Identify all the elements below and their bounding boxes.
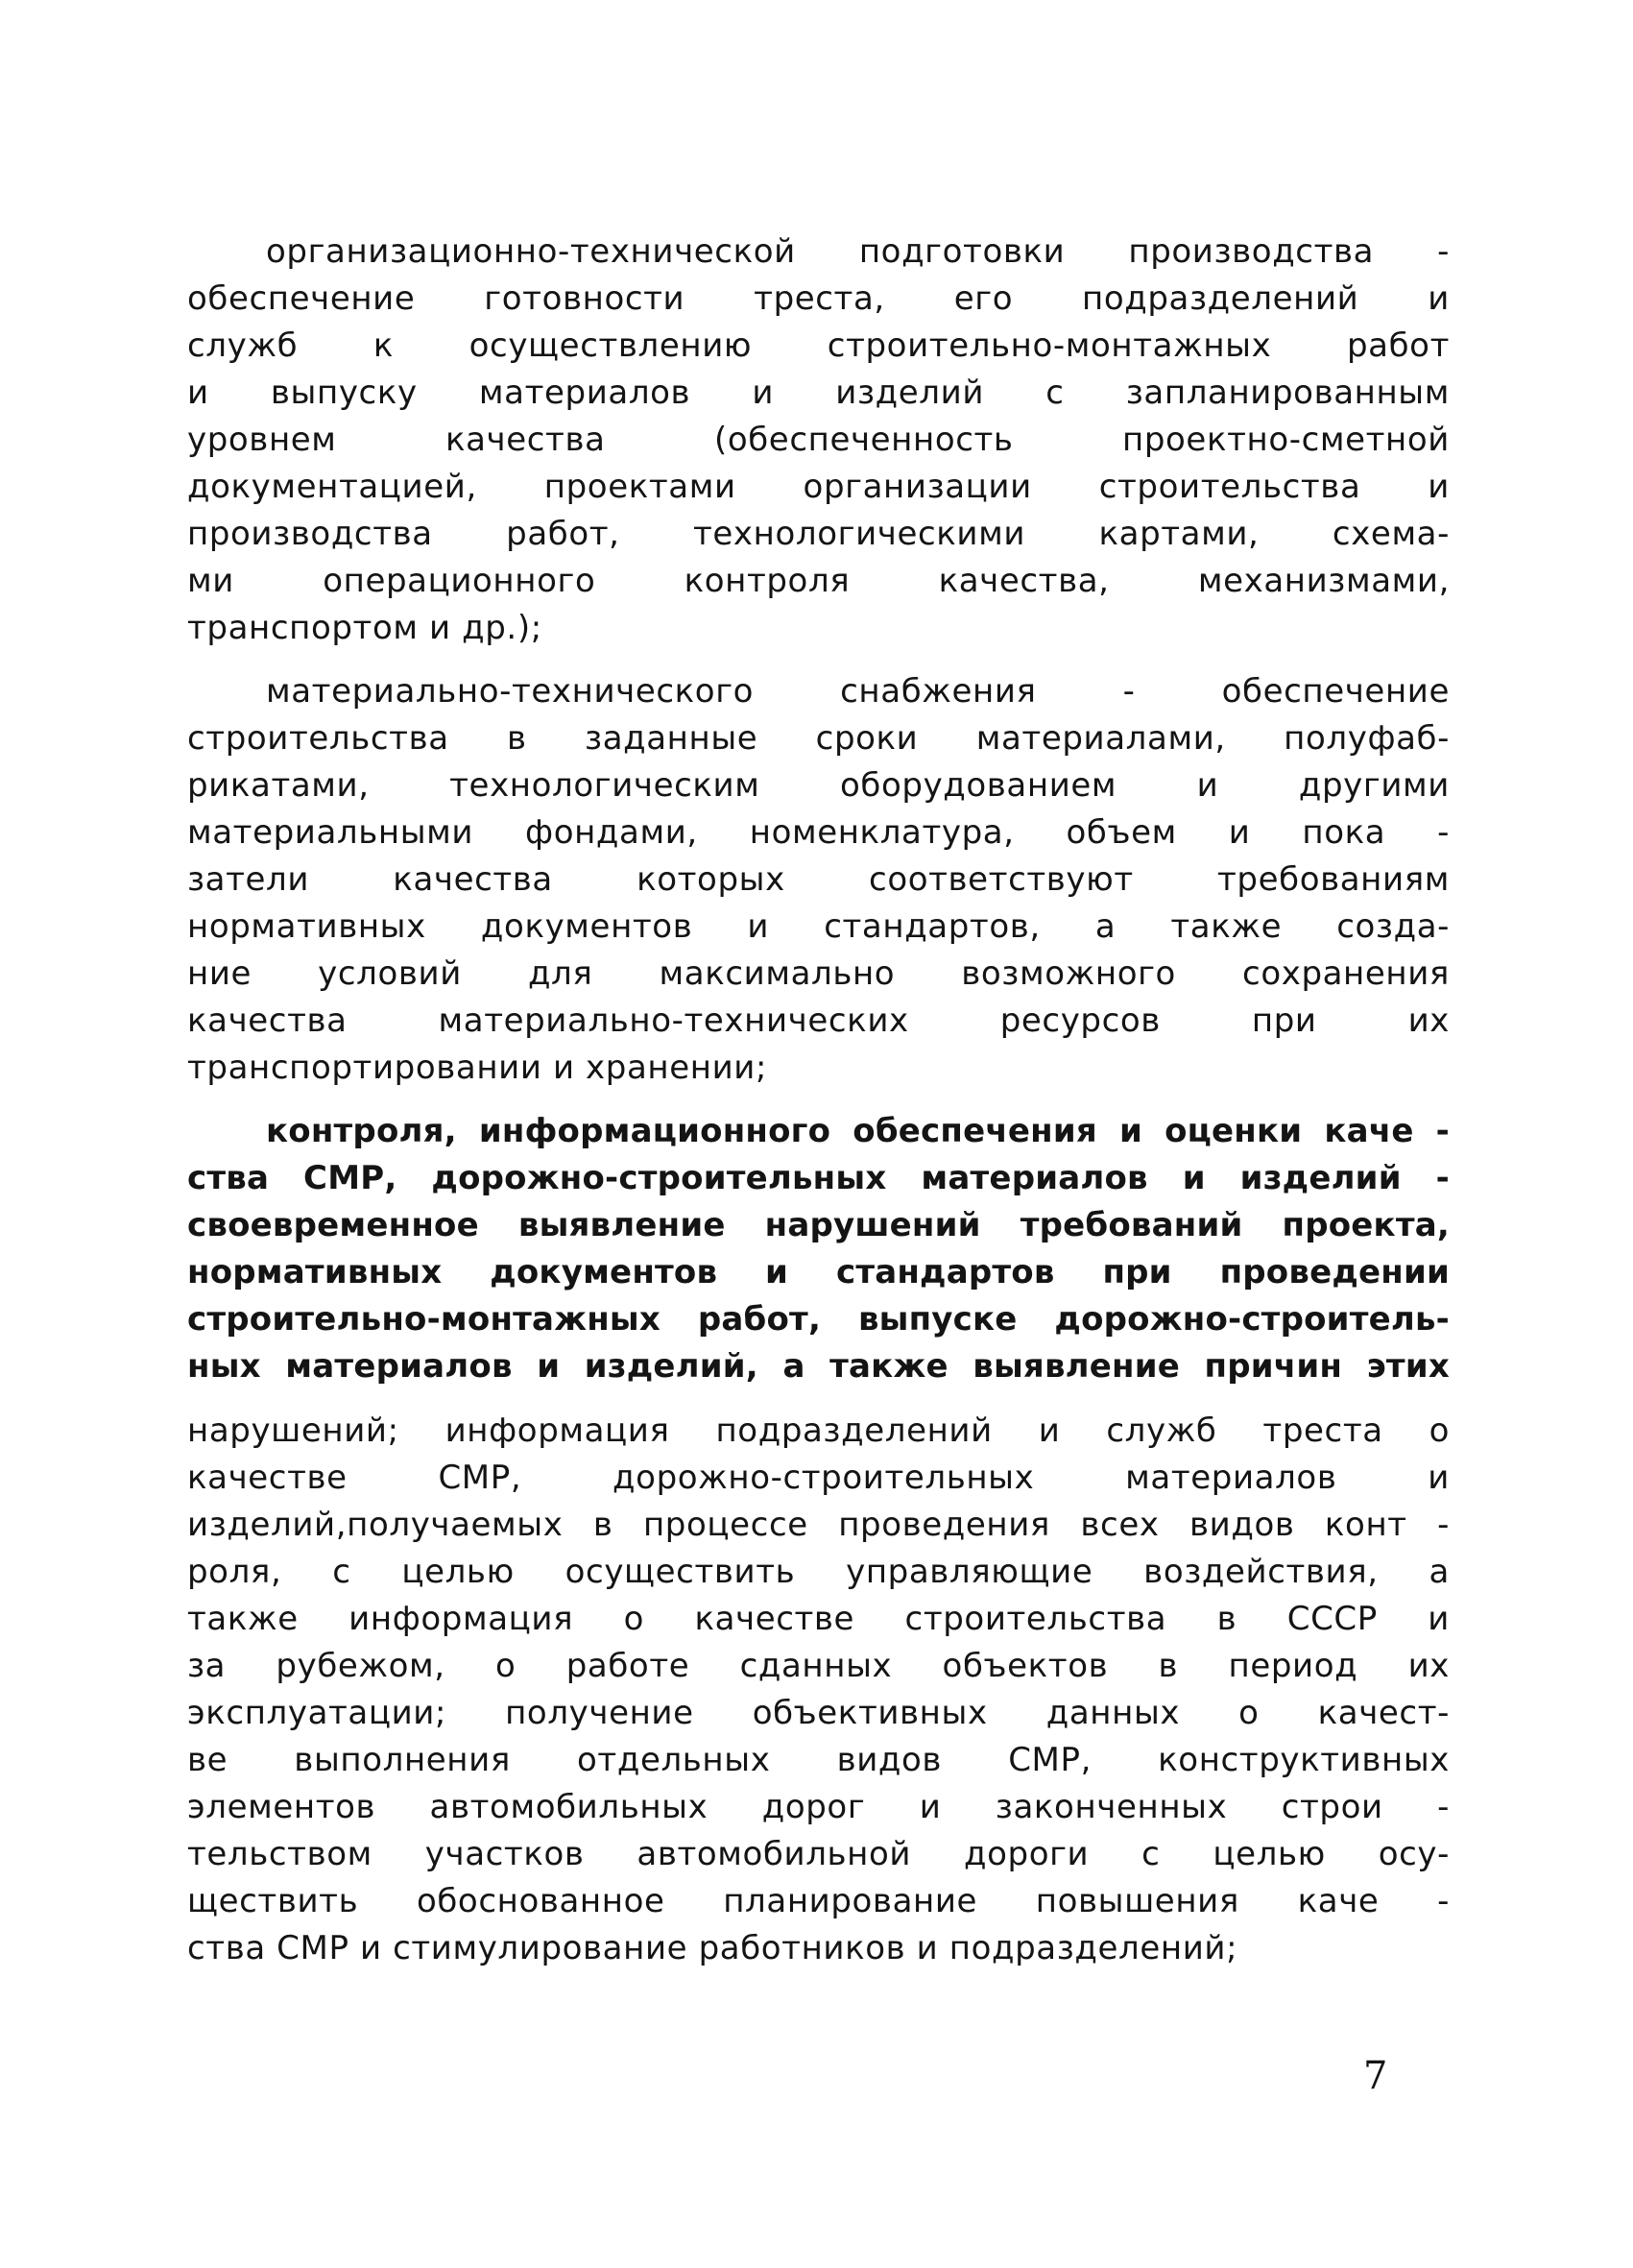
text-line: ние условий для максимально возможного сохранения — [187, 954, 1450, 993]
text-line: своевременное выявление нарушений требований проекта, — [187, 1206, 1450, 1244]
text-line: также информация о качестве строительства в СССР и — [187, 1600, 1450, 1638]
text-line: уровнем качества (обеспеченность проектно-сметной — [187, 421, 1450, 459]
text-line: контроля, информационного обеспечения и оценки каче - — [266, 1112, 1450, 1150]
text-line: эксплуатации; получение объективных данных о качест- — [187, 1694, 1450, 1732]
text-line: транспортом и др.); — [187, 609, 542, 647]
text-line: обеспечение готовности треста, его подразделений и — [187, 279, 1450, 318]
text-line: элементов автомобильных дорог и законченных строи - — [187, 1788, 1450, 1826]
text-line: транспортировании и хранении; — [187, 1049, 768, 1087]
text-line: строительства в заданные сроки материалами, полуфаб- — [187, 719, 1450, 758]
page-number: 7 — [1363, 2054, 1388, 2098]
text-line: ми операционного контроля качества, механизмами, — [187, 562, 1450, 600]
text-line: качестве СМР, дорожно-строительных материалов и — [187, 1459, 1450, 1497]
paragraph-quality-control-bold — [187, 1108, 1450, 1390]
text-line: и выпуску материалов и изделий с запланированным — [187, 374, 1450, 412]
text-line: качества материально-технических ресурсов при их — [187, 1001, 1450, 1040]
text-line: ве выполнения отдельных видов СМР, конструктивных — [187, 1741, 1450, 1779]
text-line: организационно-технической подготовки производства - — [266, 232, 1450, 271]
text-line: производства работ, технологическими картами, схема- — [187, 515, 1450, 553]
text-line: за рубежом, о работе сданных объектов в период их — [187, 1647, 1450, 1685]
text-line: материальными фондами, номенклатура, объем и пока - — [187, 813, 1450, 852]
text-line: тельством участков автомобильной дороги с целью осу- — [187, 1835, 1450, 1873]
text-line: затели качества которых соответствуют требованиям — [187, 860, 1450, 899]
text-line: ных материалов и изделий, а также выявление причин этих — [187, 1347, 1450, 1386]
text-line: служб к осуществлению строительно-монтажных работ — [187, 326, 1450, 365]
text-line: строительно-монтажных работ, выпуске дорожно-строитель- — [187, 1300, 1450, 1339]
text-line: ства СМР и стимулирование работников и подразделений; — [187, 1929, 1238, 1967]
paragraph-organizational-preparation — [187, 229, 1450, 652]
text-line: ства СМР, дорожно-строительных материалов и изделий - — [187, 1159, 1450, 1197]
text-line: нарушений; информация подразделений и служб треста о — [187, 1411, 1450, 1450]
paragraph-quality-information — [187, 1408, 1450, 1972]
text-line: материально-технического снабжения - обеспечение — [266, 672, 1450, 711]
text-line: рикатами, технологическим оборудованием и другими — [187, 766, 1450, 805]
text-line: роля, с целью осуществить управляющие воздействия, а — [187, 1553, 1450, 1591]
paragraph-material-supply — [187, 668, 1450, 1092]
text-line: нормативных документов и стандартов, а также созда- — [187, 907, 1450, 946]
text-line: ществить обоснованное планирование повышения каче - — [187, 1882, 1450, 1920]
text-line: нормативных документов и стандартов при проведении — [187, 1253, 1450, 1291]
text-line: изделий,получаемых в процессе проведения всех видов конт - — [187, 1506, 1450, 1544]
text-line: документацией, проектами организации строительства и — [187, 468, 1450, 506]
